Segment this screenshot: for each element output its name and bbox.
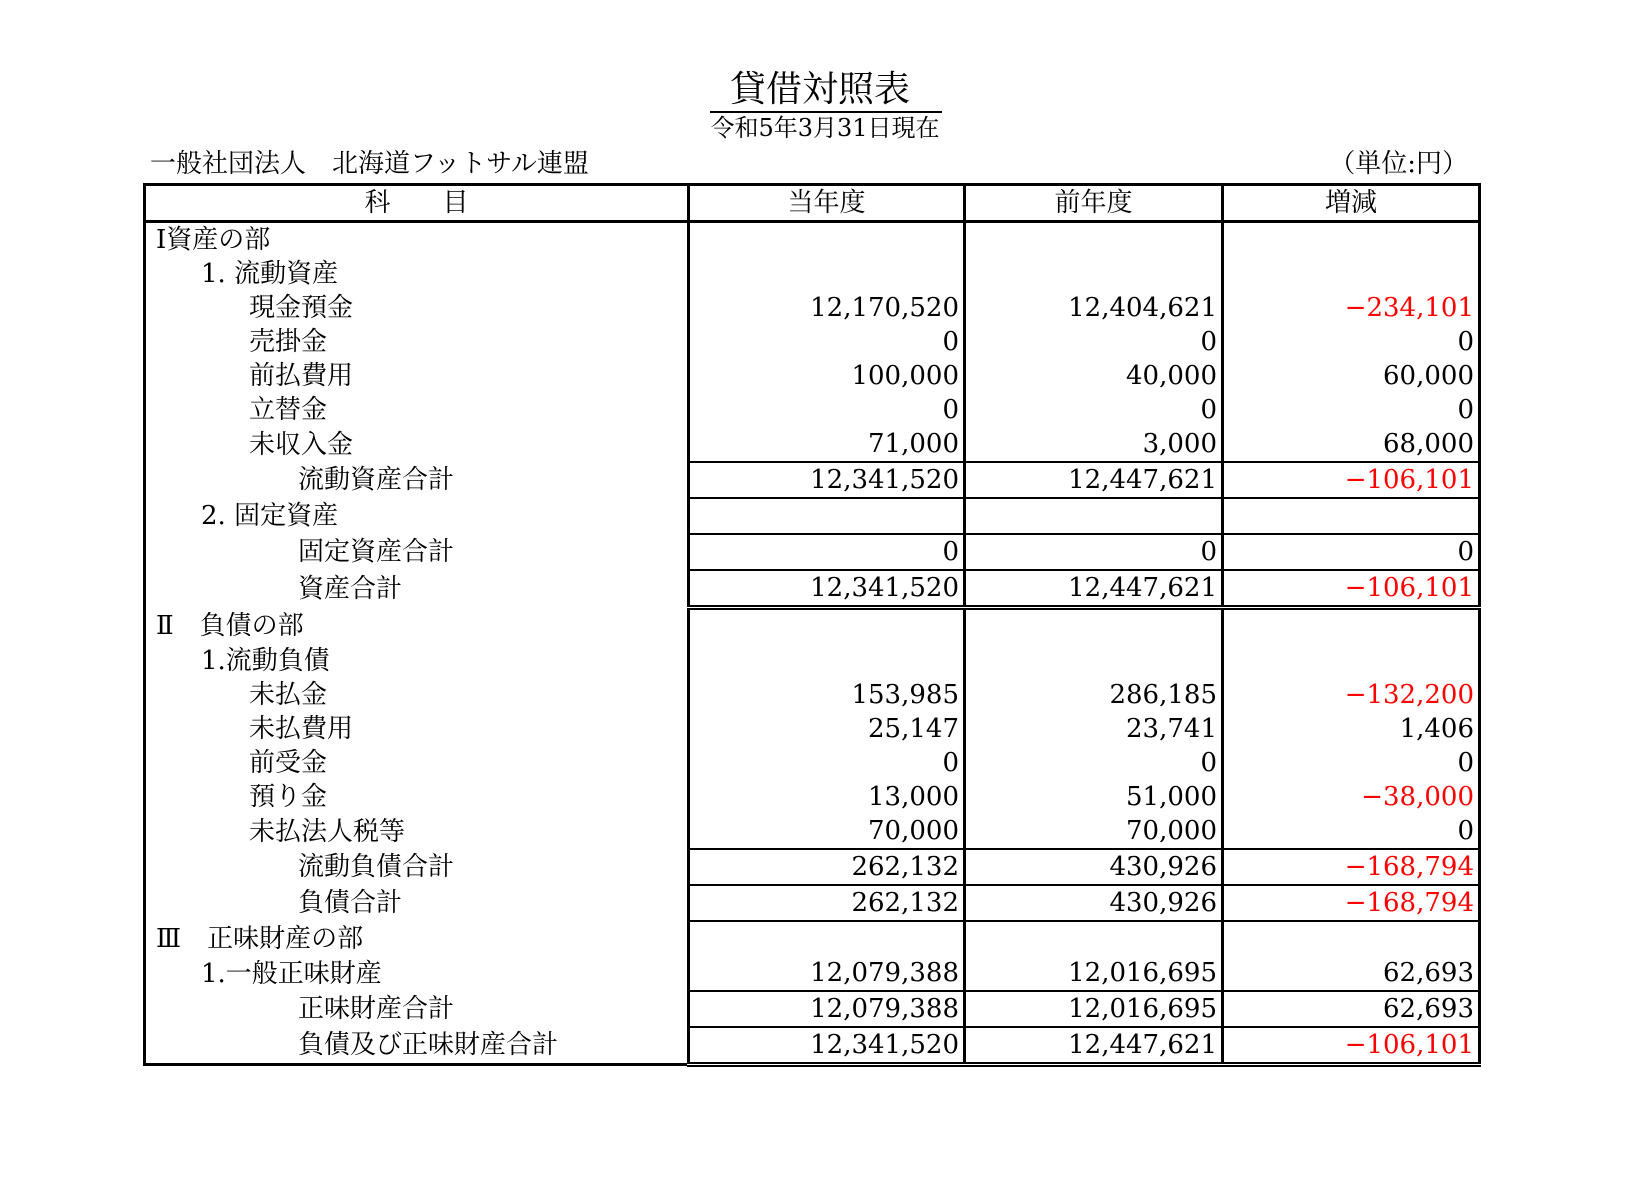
previous-year-value [965,257,1223,291]
change-value: 62,693 [1223,991,1480,1027]
document-title: 貸借対照表 [729,69,910,110]
previous-year-value: 23,741 [965,712,1223,746]
account-label: 正味財産合計 [145,991,689,1027]
table-row [145,570,1480,608]
table-row [145,814,1480,849]
change-value: 62,693 [1223,956,1480,991]
change-value: −38,000 [1223,780,1480,814]
account-label: 未払費用 [145,712,689,746]
account-label: 固定資産合計 [145,534,689,570]
account-label: 1.一般正味財産 [145,956,689,991]
previous-year-value: 430,926 [965,885,1223,921]
table-row [145,427,1480,462]
header-previous-year: 前年度 [965,185,1223,222]
account-label: 負債及び正味財産合計 [145,1027,689,1065]
account-label: 未収入金 [145,427,689,462]
previous-year-value: 0 [965,534,1223,570]
change-value: 60,000 [1223,359,1480,393]
account-label: Ⅲ 正味財産の部 [145,921,689,956]
change-value: −168,794 [1223,885,1480,921]
account-label: 預り金 [145,780,689,814]
previous-year-value: 12,016,695 [965,956,1223,991]
account-label: 負債合計 [145,885,689,921]
current-year-value: 0 [689,534,965,570]
previous-year-value: 0 [965,746,1223,780]
change-value [1223,644,1480,678]
current-year-value: 0 [689,393,965,427]
change-value: −168,794 [1223,849,1480,885]
current-year-value [689,644,965,678]
account-label: 流動負債合計 [145,849,689,885]
current-year-value: 0 [689,746,965,780]
change-value: −132,200 [1223,678,1480,712]
change-value: 0 [1223,325,1480,359]
previous-year-value: 0 [965,325,1223,359]
account-label: 1.流動負債 [145,644,689,678]
table-row [145,678,1480,712]
organization-name: 一般社団法人 北海道フットサル連盟 [150,149,589,179]
change-value [1223,921,1480,956]
change-value: −106,101 [1223,1027,1480,1065]
change-value: 0 [1223,814,1480,849]
change-value: 1,406 [1223,712,1480,746]
current-year-value [689,608,965,645]
previous-year-value: 12,447,621 [965,1027,1223,1065]
previous-year-value: 286,185 [965,678,1223,712]
previous-year-value: 12,447,621 [965,462,1223,498]
account-label: 売掛金 [145,325,689,359]
previous-year-value: 3,000 [965,427,1223,462]
current-year-value: 12,079,388 [689,991,965,1027]
table-row [145,325,1480,359]
table-row [145,991,1480,1027]
table-row [145,222,1480,258]
table-row [145,885,1480,921]
table-row [145,257,1480,291]
current-year-value: 12,170,520 [689,291,965,325]
previous-year-value [965,921,1223,956]
previous-year-value: 430,926 [965,849,1223,885]
table-row [145,780,1480,814]
header-current-year: 当年度 [689,185,965,222]
change-value: −234,101 [1223,291,1480,325]
balance-sheet-table [143,183,1481,1067]
current-year-value: 13,000 [689,780,965,814]
report-date: 令和5年3月31日現在 [710,114,940,142]
current-year-value: 100,000 [689,359,965,393]
table-row [145,462,1480,498]
current-year-value: 262,132 [689,885,965,921]
previous-year-value: 12,016,695 [965,991,1223,1027]
previous-year-value [965,498,1223,534]
previous-year-value: 0 [965,393,1223,427]
previous-year-value: 70,000 [965,814,1223,849]
change-value: 0 [1223,534,1480,570]
change-value [1223,222,1480,258]
account-label: 流動資産合計 [145,462,689,498]
header-change: 増減 [1223,185,1480,222]
previous-year-value: 40,000 [965,359,1223,393]
table-header-row [145,185,1480,222]
account-label: 現金預金 [145,291,689,325]
change-value: 0 [1223,746,1480,780]
account-label: 前払費用 [145,359,689,393]
change-value [1223,498,1480,534]
current-year-value: 70,000 [689,814,965,849]
change-value: −106,101 [1223,570,1480,608]
previous-year-value [965,644,1223,678]
account-label: 立替金 [145,393,689,427]
table-row [145,393,1480,427]
table-row [145,956,1480,991]
currency-unit: （単位:円） [1329,149,1468,179]
previous-year-value: 12,447,621 [965,570,1223,608]
account-label: Ⅰ資産の部 [145,222,689,258]
header-account: 科 目 [145,185,689,222]
title-underline [710,111,942,113]
current-year-value [689,498,965,534]
current-year-value: 153,985 [689,678,965,712]
previous-year-value: 51,000 [965,780,1223,814]
current-year-value: 12,341,520 [689,462,965,498]
table-row [145,921,1480,956]
account-label: 1. 流動資産 [145,257,689,291]
current-year-value: 12,079,388 [689,956,965,991]
table-row [145,849,1480,885]
table-row [145,644,1480,678]
change-value: 0 [1223,393,1480,427]
account-label: Ⅱ 負債の部 [145,608,689,645]
table-row [145,534,1480,570]
table-row [145,291,1480,325]
account-label: 未払法人税等 [145,814,689,849]
table-row [145,712,1480,746]
change-value: 68,000 [1223,427,1480,462]
current-year-value: 12,341,520 [689,1027,965,1065]
current-year-value: 262,132 [689,849,965,885]
current-year-value [689,222,965,258]
account-label: 未払金 [145,678,689,712]
table-row [145,1027,1480,1065]
table-row [145,359,1480,393]
table-row [145,608,1480,645]
current-year-value: 12,341,520 [689,570,965,608]
account-label: 2. 固定資産 [145,498,689,534]
account-label: 資産合計 [145,570,689,608]
current-year-value [689,921,965,956]
previous-year-value [965,608,1223,645]
change-value [1223,608,1480,645]
current-year-value: 71,000 [689,427,965,462]
change-value [1223,257,1480,291]
current-year-value: 25,147 [689,712,965,746]
table-row [145,746,1480,780]
change-value: −106,101 [1223,462,1480,498]
account-label: 前受金 [145,746,689,780]
current-year-value: 0 [689,325,965,359]
previous-year-value: 12,404,621 [965,291,1223,325]
current-year-value [689,257,965,291]
previous-year-value [965,222,1223,258]
table-row [145,498,1480,534]
